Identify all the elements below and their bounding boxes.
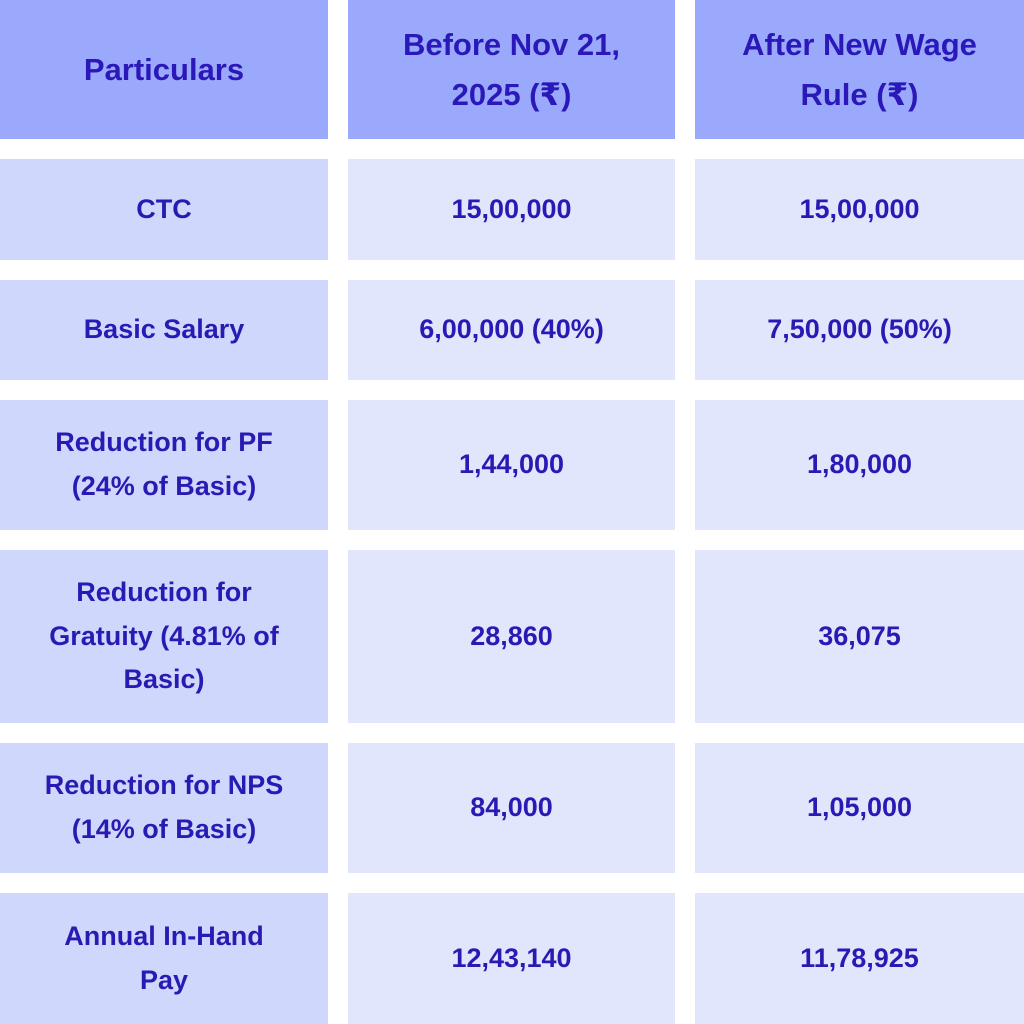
- row-after-nps: 1,05,000: [695, 743, 1024, 873]
- row-after-pf: 1,80,000: [695, 400, 1024, 530]
- row-label-pf: Reduction for PF (24% of Basic): [0, 400, 328, 530]
- row-after-basic-salary: 7,50,000 (50%): [695, 280, 1024, 380]
- row-before-pf: 1,44,000: [348, 400, 675, 530]
- row-after-gratuity: 36,075: [695, 550, 1024, 723]
- row-after-ctc: 15,00,000: [695, 159, 1024, 260]
- row-before-gratuity: 28,860: [348, 550, 675, 723]
- row-before-basic-salary: 6,00,000 (40%): [348, 280, 675, 380]
- header-after: After New Wage Rule (₹): [695, 0, 1024, 139]
- row-label-gratuity: Reduction for Gratuity (4.81% of Basic): [0, 550, 328, 723]
- row-label-ctc: CTC: [0, 159, 328, 260]
- header-particulars: Particulars: [0, 0, 328, 139]
- row-before-ctc: 15,00,000: [348, 159, 675, 260]
- row-before-annual-in-hand-pay: 12,43,140: [348, 893, 675, 1024]
- row-label-nps: Reduction for NPS (14% of Basic): [0, 743, 328, 873]
- row-label-basic-salary: Basic Salary: [0, 280, 328, 380]
- row-before-nps: 84,000: [348, 743, 675, 873]
- header-before: Before Nov 21, 2025 (₹): [348, 0, 675, 139]
- row-after-annual-in-hand-pay: 11,78,925: [695, 893, 1024, 1024]
- row-label-annual-in-hand-pay: Annual In-Hand Pay: [0, 893, 328, 1024]
